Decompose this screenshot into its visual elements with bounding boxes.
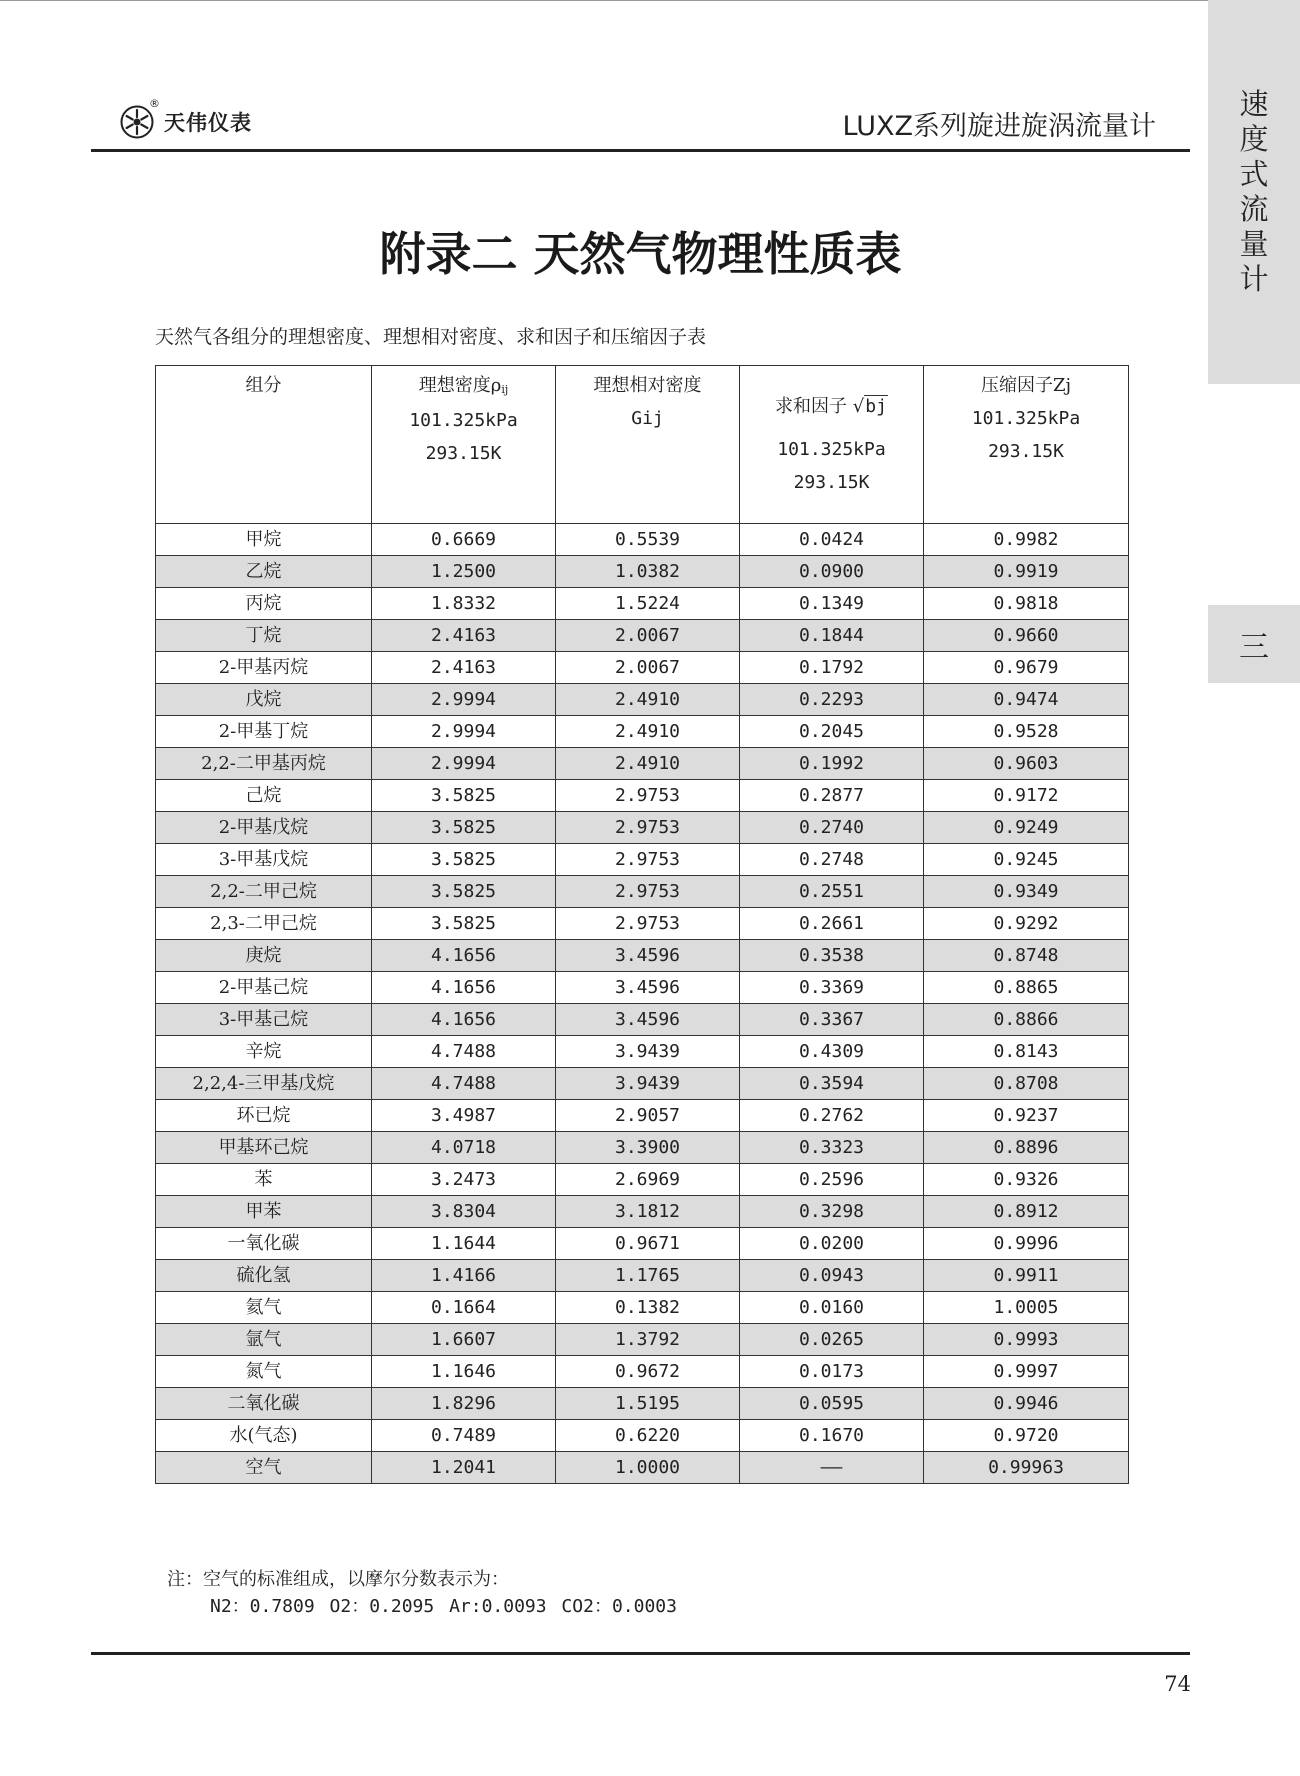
cell-summation-factor: 0.0160 <box>740 1292 924 1324</box>
cell-summation-factor: 0.2740 <box>740 812 924 844</box>
cell-relative-density: 0.5539 <box>556 524 740 556</box>
cell-component: 庚烷 <box>156 940 372 972</box>
table-row <box>156 972 1129 1004</box>
cell-relative-density: 2.9753 <box>556 844 740 876</box>
cell-summation-factor: 0.1670 <box>740 1420 924 1452</box>
cell-summation-factor: 0.3367 <box>740 1004 924 1036</box>
table-row <box>156 1292 1129 1324</box>
footnote-line-2: N2：0.7809 O2：0.2095 Ar:0.0093 CO2：0.0003 <box>210 1596 677 1617</box>
cell-relative-density: 1.5195 <box>556 1388 740 1420</box>
cell-relative-density: 0.9671 <box>556 1228 740 1260</box>
cell-compression-factor: 0.9660 <box>924 620 1129 652</box>
cell-summation-factor: 0.1792 <box>740 652 924 684</box>
cell-ideal-density: 3.5825 <box>372 812 556 844</box>
cell-relative-density: 3.4596 <box>556 940 740 972</box>
cell-ideal-density: 3.5825 <box>372 876 556 908</box>
table-row <box>156 1420 1129 1452</box>
cell-ideal-density: 1.1646 <box>372 1356 556 1388</box>
cell-compression-factor: 0.9982 <box>924 524 1129 556</box>
cell-summation-factor: 0.2045 <box>740 716 924 748</box>
cell-summation-factor: 0.2596 <box>740 1164 924 1196</box>
cell-relative-density: 2.9753 <box>556 908 740 940</box>
cell-ideal-density: 2.4163 <box>372 652 556 684</box>
cell-ideal-density: 4.7488 <box>372 1036 556 1068</box>
cell-relative-density: 2.9753 <box>556 876 740 908</box>
cell-compression-factor: 0.9720 <box>924 1420 1129 1452</box>
cell-compression-factor: 0.8896 <box>924 1132 1129 1164</box>
cell-compression-factor: 0.8143 <box>924 1036 1129 1068</box>
top-border <box>0 0 1300 1</box>
cell-ideal-density: 4.7488 <box>372 1068 556 1100</box>
section-tab-char: 量 <box>1239 227 1269 261</box>
cell-relative-density: 0.1382 <box>556 1292 740 1324</box>
cell-component: 丙烷 <box>156 588 372 620</box>
cell-component: 硫化氢 <box>156 1260 372 1292</box>
cell-ideal-density: 4.1656 <box>372 972 556 1004</box>
cell-relative-density: 3.1812 <box>556 1196 740 1228</box>
cell-ideal-density: 3.5825 <box>372 908 556 940</box>
cell-relative-density: 2.6969 <box>556 1164 740 1196</box>
section-tab-char: 度 <box>1239 122 1269 156</box>
cell-compression-factor: 0.8866 <box>924 1004 1129 1036</box>
cell-relative-density: 1.0000 <box>556 1452 740 1484</box>
cell-compression-factor: 0.9249 <box>924 812 1129 844</box>
cell-compression-factor: 0.9997 <box>924 1356 1129 1388</box>
section-tab <box>1208 0 1300 384</box>
cell-summation-factor: 0.0900 <box>740 556 924 588</box>
cell-ideal-density: 1.6607 <box>372 1324 556 1356</box>
cell-compression-factor: 0.9528 <box>924 716 1129 748</box>
table-caption: 天然气各组分的理想密度、理想相对密度、求和因子和压缩因子表 <box>155 326 707 348</box>
table-row <box>156 652 1129 684</box>
footnote-line-1: 注：空气的标准组成，以摩尔分数表示为： <box>167 1569 509 1590</box>
table-row <box>156 1388 1129 1420</box>
table-row <box>156 684 1129 716</box>
table-row <box>156 812 1129 844</box>
brand-emblem-icon <box>120 97 160 139</box>
cell-component: 环已烷 <box>156 1100 372 1132</box>
cell-compression-factor: 0.9818 <box>924 588 1129 620</box>
gas-properties-table <box>155 365 1129 1484</box>
cell-component: 水(气态) <box>156 1420 372 1452</box>
cell-summation-factor: 0.2293 <box>740 684 924 716</box>
table-row <box>156 1164 1129 1196</box>
cell-component: 2-甲基丁烷 <box>156 716 372 748</box>
cell-ideal-density: 2.9994 <box>372 684 556 716</box>
cell-relative-density: 2.9753 <box>556 812 740 844</box>
cell-ideal-density: 2.9994 <box>372 748 556 780</box>
cell-compression-factor: 0.9172 <box>924 780 1129 812</box>
cell-ideal-density: 0.1664 <box>372 1292 556 1324</box>
table-row <box>156 588 1129 620</box>
table-row <box>156 556 1129 588</box>
cell-ideal-density: 2.9994 <box>372 716 556 748</box>
cell-summation-factor: 0.3594 <box>740 1068 924 1100</box>
cell-summation-factor: 0.1844 <box>740 620 924 652</box>
cell-component: 甲基环己烷 <box>156 1132 372 1164</box>
cell-ideal-density: 1.8332 <box>372 588 556 620</box>
table-row <box>156 1356 1129 1388</box>
cell-relative-density: 3.3900 <box>556 1132 740 1164</box>
cell-summation-factor: 0.1992 <box>740 748 924 780</box>
header-divider <box>91 149 1190 152</box>
table-row <box>156 1228 1129 1260</box>
brand-logo <box>120 97 252 140</box>
header-component: 组分 <box>156 366 372 524</box>
table-header-row <box>156 366 1129 524</box>
cell-summation-factor: 0.3369 <box>740 972 924 1004</box>
section-tab-char: 式 <box>1239 157 1269 191</box>
cell-relative-density: 2.4910 <box>556 748 740 780</box>
page-title: 附录二 天然气物理性质表 <box>379 227 902 281</box>
cell-compression-factor: 0.9474 <box>924 684 1129 716</box>
header-compression-factor: 压缩因子Zj 101.325kPa 293.15K <box>924 366 1129 524</box>
registered-mark: ® <box>149 97 160 110</box>
cell-relative-density: 1.1765 <box>556 1260 740 1292</box>
table-row <box>156 940 1129 972</box>
cell-compression-factor: 0.99963 <box>924 1452 1129 1484</box>
cell-compression-factor: 0.9919 <box>924 556 1129 588</box>
cell-compression-factor: 0.9603 <box>924 748 1129 780</box>
cell-summation-factor: 0.2877 <box>740 780 924 812</box>
cell-relative-density: 2.0067 <box>556 652 740 684</box>
cell-relative-density: 1.3792 <box>556 1324 740 1356</box>
cell-component: 氩气 <box>156 1324 372 1356</box>
cell-relative-density: 2.9057 <box>556 1100 740 1132</box>
cell-ideal-density: 3.5825 <box>372 844 556 876</box>
cell-compression-factor: 0.9911 <box>924 1260 1129 1292</box>
table-row <box>156 876 1129 908</box>
footer-divider <box>91 1652 1190 1655</box>
cell-relative-density: 3.4596 <box>556 1004 740 1036</box>
cell-summation-factor: 0.3323 <box>740 1132 924 1164</box>
table-body <box>156 524 1129 1484</box>
cell-relative-density: 3.4596 <box>556 972 740 1004</box>
cell-component: 3-甲基戊烷 <box>156 844 372 876</box>
header-ideal-relative-density: 理想相对密度 Gij <box>556 366 740 524</box>
cell-component: 2,3-二甲己烷 <box>156 908 372 940</box>
cell-compression-factor: 0.8912 <box>924 1196 1129 1228</box>
cell-ideal-density: 4.1656 <box>372 940 556 972</box>
cell-summation-factor: —— <box>740 1452 924 1484</box>
cell-component: 己烷 <box>156 780 372 812</box>
page-number: 74 <box>1164 1672 1191 1696</box>
cell-ideal-density: 3.4987 <box>372 1100 556 1132</box>
cell-ideal-density: 0.7489 <box>372 1420 556 1452</box>
cell-component: 2,2,4-三甲基戊烷 <box>156 1068 372 1100</box>
cell-component: 3-甲基己烷 <box>156 1004 372 1036</box>
cell-summation-factor: 0.0943 <box>740 1260 924 1292</box>
cell-component: 甲苯 <box>156 1196 372 1228</box>
cell-ideal-density: 2.4163 <box>372 620 556 652</box>
cell-relative-density: 2.0067 <box>556 620 740 652</box>
brand-name: 天伟仪表 <box>164 110 252 135</box>
table-row <box>156 1068 1129 1100</box>
cell-component: 2,2-二甲己烷 <box>156 876 372 908</box>
cell-component: 空气 <box>156 1452 372 1484</box>
section-tab-char: 流 <box>1239 192 1269 226</box>
cell-component: 辛烷 <box>156 1036 372 1068</box>
cell-compression-factor: 0.9993 <box>924 1324 1129 1356</box>
cell-summation-factor: 0.2551 <box>740 876 924 908</box>
cell-summation-factor: 0.0200 <box>740 1228 924 1260</box>
cell-ideal-density: 3.8304 <box>372 1196 556 1228</box>
cell-component: 一氧化碳 <box>156 1228 372 1260</box>
cell-summation-factor: 0.3538 <box>740 940 924 972</box>
cell-relative-density: 1.5224 <box>556 588 740 620</box>
cell-summation-factor: 0.3298 <box>740 1196 924 1228</box>
table-row <box>156 780 1129 812</box>
cell-component: 2-甲基丙烷 <box>156 652 372 684</box>
cell-compression-factor: 0.9996 <box>924 1228 1129 1260</box>
cell-component: 2,2-二甲基丙烷 <box>156 748 372 780</box>
square-root-icon: √ <box>852 396 865 417</box>
cell-ideal-density: 0.6669 <box>372 524 556 556</box>
cell-relative-density: 2.4910 <box>556 684 740 716</box>
cell-summation-factor: 0.2661 <box>740 908 924 940</box>
table-row <box>156 1132 1129 1164</box>
cell-summation-factor: 0.2762 <box>740 1100 924 1132</box>
table-row <box>156 748 1129 780</box>
header-ideal-density: 理想密度ρij 101.325kPa 293.15K <box>372 366 556 524</box>
product-title: LUXZ系列旋进旋涡流量计 <box>842 111 1156 142</box>
cell-component: 氮气 <box>156 1356 372 1388</box>
table-row <box>156 1036 1129 1068</box>
section-tab-char: 计 <box>1239 262 1269 296</box>
cell-ideal-density: 4.0718 <box>372 1132 556 1164</box>
cell-ideal-density: 1.2041 <box>372 1452 556 1484</box>
cell-summation-factor: 0.0424 <box>740 524 924 556</box>
cell-compression-factor: 0.8865 <box>924 972 1129 1004</box>
cell-compression-factor: 0.8748 <box>924 940 1129 972</box>
cell-compression-factor: 0.9349 <box>924 876 1129 908</box>
cell-ideal-density: 1.8296 <box>372 1388 556 1420</box>
cell-summation-factor: 0.2748 <box>740 844 924 876</box>
cell-component: 二氧化碳 <box>156 1388 372 1420</box>
cell-relative-density: 0.6220 <box>556 1420 740 1452</box>
cell-ideal-density: 1.1644 <box>372 1228 556 1260</box>
cell-summation-factor: 0.0173 <box>740 1356 924 1388</box>
cell-ideal-density: 3.5825 <box>372 780 556 812</box>
cell-summation-factor: 0.0595 <box>740 1388 924 1420</box>
cell-summation-factor: 0.1349 <box>740 588 924 620</box>
cell-ideal-density: 4.1656 <box>372 1004 556 1036</box>
cell-compression-factor: 0.9237 <box>924 1100 1129 1132</box>
cell-compression-factor: 0.9245 <box>924 844 1129 876</box>
cell-summation-factor: 0.0265 <box>740 1324 924 1356</box>
table-row <box>156 716 1129 748</box>
cell-compression-factor: 0.9292 <box>924 908 1129 940</box>
cell-relative-density: 1.0382 <box>556 556 740 588</box>
chapter-number: 三 <box>1239 630 1269 665</box>
cell-summation-factor: 0.4309 <box>740 1036 924 1068</box>
chapter-tab <box>1208 605 1300 683</box>
cell-compression-factor: 1.0005 <box>924 1292 1129 1324</box>
table-row <box>156 1004 1129 1036</box>
cell-relative-density: 3.9439 <box>556 1068 740 1100</box>
cell-compression-factor: 0.9946 <box>924 1388 1129 1420</box>
table-row <box>156 1452 1129 1484</box>
table-row <box>156 1100 1129 1132</box>
cell-compression-factor: 0.9326 <box>924 1164 1129 1196</box>
cell-component: 2-甲基戊烷 <box>156 812 372 844</box>
table-row <box>156 844 1129 876</box>
table-row <box>156 1196 1129 1228</box>
cell-component: 2-甲基己烷 <box>156 972 372 1004</box>
header-summation-factor: 求和因子 √bj 101.325kPa 293.15K <box>740 366 924 524</box>
footnote <box>167 1566 677 1620</box>
cell-relative-density: 2.9753 <box>556 780 740 812</box>
table-row <box>156 1260 1129 1292</box>
cell-component: 甲烷 <box>156 524 372 556</box>
table-row <box>156 1324 1129 1356</box>
cell-ideal-density: 3.2473 <box>372 1164 556 1196</box>
cell-compression-factor: 0.9679 <box>924 652 1129 684</box>
cell-ideal-density: 1.4166 <box>372 1260 556 1292</box>
cell-relative-density: 0.9672 <box>556 1356 740 1388</box>
cell-ideal-density: 1.2500 <box>372 556 556 588</box>
cell-component: 戊烷 <box>156 684 372 716</box>
table-row <box>156 620 1129 652</box>
table-row <box>156 908 1129 940</box>
table-row <box>156 524 1129 556</box>
cell-component: 乙烷 <box>156 556 372 588</box>
cell-compression-factor: 0.8708 <box>924 1068 1129 1100</box>
cell-component: 丁烷 <box>156 620 372 652</box>
section-tab-char: 速 <box>1239 87 1269 121</box>
cell-component: 苯 <box>156 1164 372 1196</box>
cell-component: 氦气 <box>156 1292 372 1324</box>
cell-relative-density: 3.9439 <box>556 1036 740 1068</box>
cell-relative-density: 2.4910 <box>556 716 740 748</box>
